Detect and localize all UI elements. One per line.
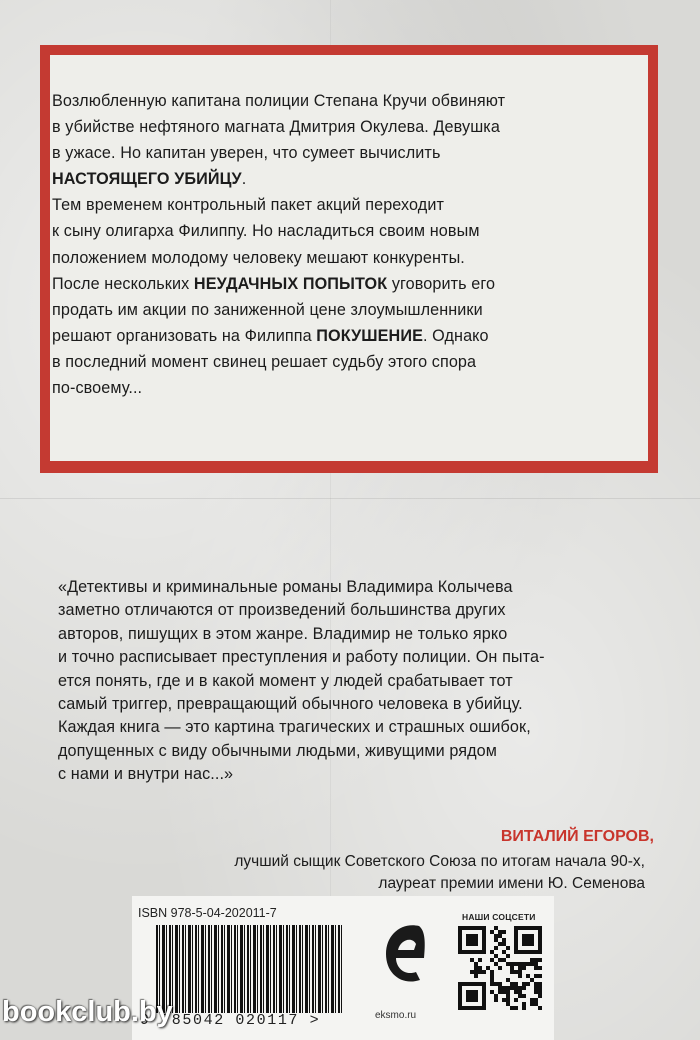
paper-crease [0, 498, 700, 499]
synopsis-line [52, 375, 632, 401]
synopsis-segment: по-своему... [52, 379, 143, 398]
quote-line: Каждая книга — это картина трагических и страшных ошибок, [58, 718, 531, 737]
synopsis-line [52, 88, 632, 114]
synopsis-line [52, 323, 632, 349]
publisher-url: eksmo.ru [375, 1010, 417, 1021]
eksmo-logo-icon [372, 914, 438, 1008]
synopsis-line [52, 297, 632, 323]
synopsis-line [52, 271, 632, 297]
synopsis-line [52, 192, 632, 218]
barcode-icon [156, 925, 342, 1013]
quote-line: самый триггер, превращающий обычного человека в убийцу. [58, 695, 523, 714]
synopsis-segment: уговорить его [387, 274, 496, 293]
synopsis-line [52, 349, 632, 375]
synopsis-line [52, 114, 632, 140]
qr-code-icon [458, 926, 542, 1010]
synopsis-segment: продать им акции по заниженной цене злоумышленники [52, 300, 483, 319]
author-credential-line: лучший сыщик Советского Союза по итогам начала 90-х, [234, 853, 645, 870]
synopsis-segment: После нескольких [52, 274, 194, 293]
synopsis-segment: . [241, 170, 247, 189]
quote-line: «Детективы и криминальные романы Владимира Колычева [58, 578, 513, 596]
quote-line: ется понять, где и в какой момент у людей срабатывает тот [58, 671, 513, 690]
synopsis-segment: к сыну олигарха Филиппу. Но насладиться своим новым [52, 222, 480, 241]
quote-author-credentials [85, 851, 645, 895]
synopsis-segment: Тем временем контрольный пакет акций переходит [52, 196, 444, 215]
synopsis-segment: решают организовать на Филиппа [52, 326, 317, 345]
quote-line: и точно расписывает преступления и работу полиции. Он пыта- [58, 648, 545, 667]
quote-line: с нами и внутри нас...» [58, 765, 234, 784]
emphasis-text: НЕУДАЧНЫХ ПОПЫТОК [193, 274, 388, 293]
quote-author-name: ВИТАЛИЙ ЕГОРОВ, [500, 828, 654, 845]
synopsis-segment: в убийстве нефтяного магната Дмитрия Окулева. Девушка [52, 118, 500, 137]
synopsis-segment: в последний момент свинец решает судьбу этого спора [52, 352, 477, 371]
synopsis-line [52, 166, 632, 192]
emphasis-text: ПОКУШЕНИЕ [316, 326, 423, 345]
quote-line: авторов, пишущих в этом жанре. Владимир не только ярко [58, 624, 508, 643]
isbn-number: ISBN 978-5-04-202011-7 [138, 906, 277, 920]
synopsis-line [52, 245, 632, 271]
barcode-digits: 9 785042 020117 > [140, 1012, 321, 1029]
quote-line: заметно отличаются от произведений большинства других [58, 601, 506, 620]
synopsis-text [52, 88, 632, 401]
socials-label: НАШИ СОЦСЕТИ [462, 912, 536, 922]
quote-line: допущенных с виду обычными людьми, живущими рядом [58, 741, 497, 760]
synopsis-segment: . Однако [422, 326, 489, 345]
review-quote [58, 576, 658, 787]
emphasis-text: НАСТОЯЩЕГО УБИЙЦУ [52, 170, 242, 189]
synopsis-segment: положением молодому человеку мешают конкуренты. [52, 248, 465, 267]
author-credential-line: лауреат премии имени Ю. Семенова [378, 875, 645, 892]
synopsis-line [52, 140, 632, 166]
synopsis-line [52, 218, 632, 244]
synopsis-segment: Возлюбленную капитана полиции Степана Кручи обвиняют [52, 92, 506, 110]
synopsis-segment: в ужасе. Но капитан уверен, что сумеет вычислить [52, 144, 441, 163]
watermark-text: bookclub.by [2, 996, 173, 1028]
